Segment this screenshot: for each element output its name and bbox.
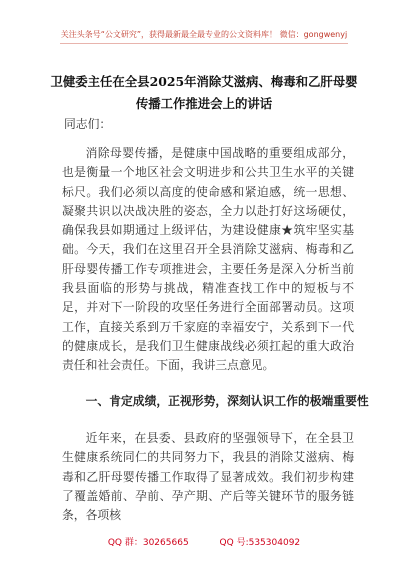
footer-qq-group: QQ 群：30265665: [107, 538, 189, 548]
promo-banner: 关注头条号“公文研究”，获得最新最全最专业的公文资料库！ 微信：gongwenyj: [60, 30, 348, 39]
footer-qq-number: QQ 号:535304092: [219, 538, 301, 548]
salutation: 同志们：: [64, 117, 112, 131]
document-title: 卫健委主任在全县2025年消除艾滋病、梅毒和乙肝母婴传播工作推进会上的讲话: [50, 74, 358, 111]
body-paragraph-2: 近年来，在县委、县政府的坚强领导下，在全县卫生健康系统同仁的共同努力下，我县的消除艾滋病、梅毒和乙肝母婴传播工作取得了显著成效。我们初步构建了覆盖婚前、孕前、孕产期、产后等关键环节的服务链条，各项核: [62, 431, 354, 523]
body-paragraph-1: 消除母婴传播，是健康中国战略的重要组成部分，也是衡量一个地区社会文明进步和公共卫生水平的关键标尺。我们必须以高度的使命感和紧迫感，统一思想、凝聚共识以决战决胜的姿态，全力以赴打好这场硬仗，确保我县如期通过上级评估，为建设健康★筑牢坚实基础。今天，我们在这里召开全县消除艾滋病、梅毒和乙肝母婴传播工作专项推进会，主要任务是深入分析当前我县面临的形势与挑战，精准查找工作中的短板与不足，并对下一阶段的攻坚任务进行全面部署动员。这项工作，直接关系到万千家庭的幸福安宁，关系到下一代的健康成长，是我们卫生健康战线必须扛起的重大政治责任和社会责任。下面，我讲三点意见。: [62, 146, 354, 373]
section-heading-1: 一、肯定成绩，正视形势，深刻认识工作的极端重要性: [85, 394, 369, 408]
footer-contact: [0, 537, 408, 549]
header-divider: [60, 43, 348, 44]
